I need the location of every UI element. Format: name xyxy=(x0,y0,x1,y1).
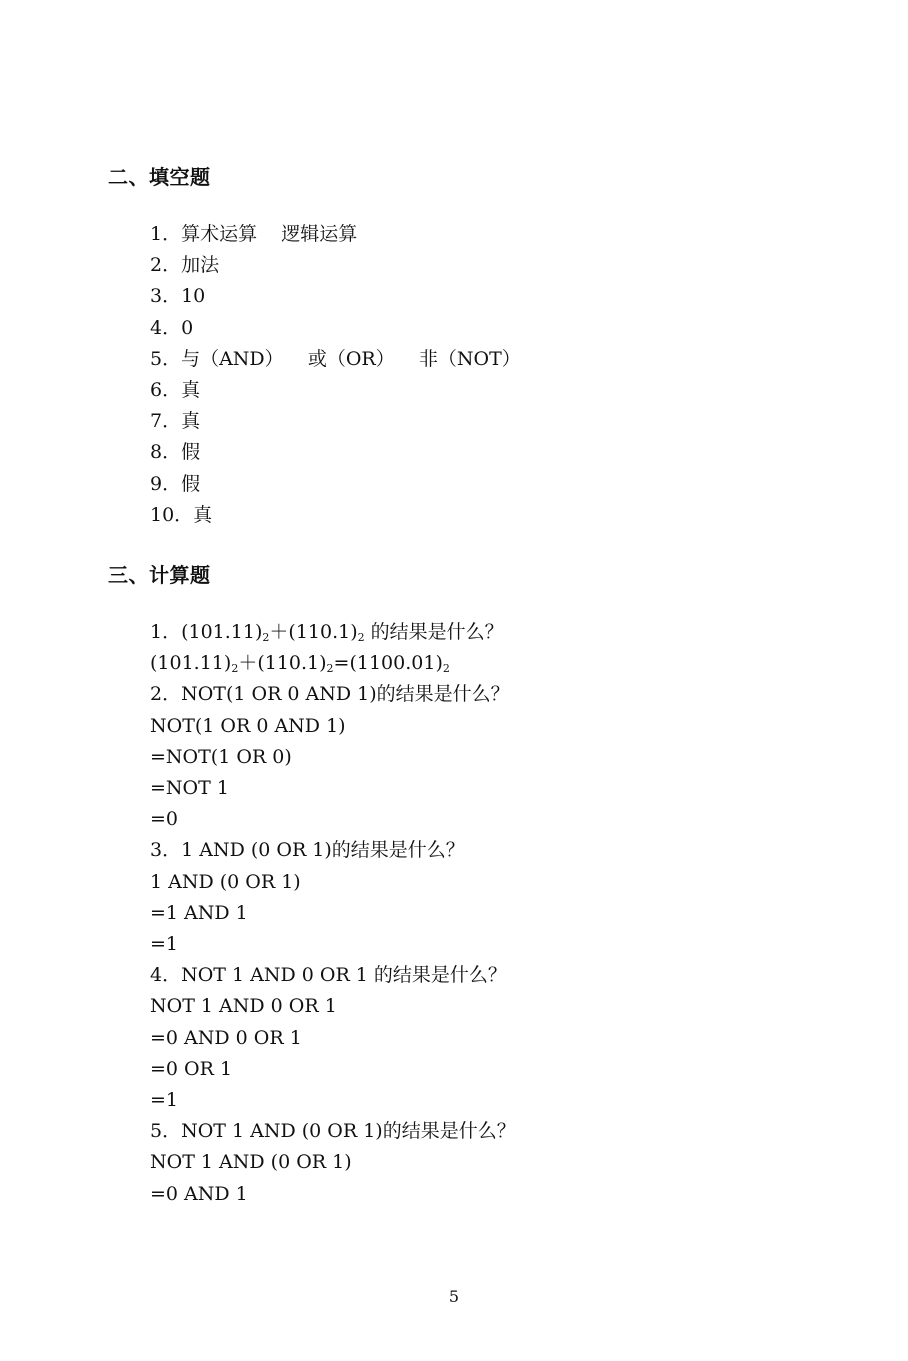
calc-a1-operand-a: (101.11) xyxy=(150,652,232,675)
calc-question-2: 2．NOT(1 OR 0 AND 1)的结果是什么？ xyxy=(150,683,510,706)
calc-step: =0 xyxy=(150,808,179,831)
calc-q1-operand-a: (101.11) xyxy=(181,621,263,643)
fill-blank-answer-2: 2．加法 xyxy=(150,254,220,277)
calc-answer-1 xyxy=(150,648,516,679)
calc-q1-operand-a-base: 2 xyxy=(262,631,270,644)
calc-question-5: 5．NOT 1 AND (0 OR 1)的结果是什么？ xyxy=(150,1120,516,1143)
fill-blank-answer-9: 9．假 xyxy=(150,472,201,495)
calc-question-4: 4．NOT 1 AND 0 OR 1 的结果是什么？ xyxy=(150,964,507,987)
fill-blank-answer-6: 6．真 xyxy=(150,379,201,402)
fill-blank-answer-8: 8．假 xyxy=(150,441,201,464)
calc-a1-operand-b: (110.1) xyxy=(257,652,327,675)
calc-step: NOT(1 OR 0 AND 1) xyxy=(150,714,346,737)
calc-q1-suffix: 的结果是什么？ xyxy=(364,621,504,643)
fill-blank-answer-list xyxy=(150,219,521,531)
fill-blank-answer-7: 7．真 xyxy=(150,410,201,433)
calculation-heading: 三、计算题 xyxy=(108,563,211,587)
calc-question-1 xyxy=(150,617,516,648)
fill-blank-answer-5: 5．与（AND） 或（OR） 非（NOT） xyxy=(150,347,521,370)
calc-a1-plus: ＋ xyxy=(238,652,258,675)
calc-q1-operand-b-base: 2 xyxy=(357,631,365,644)
page-number: 5 xyxy=(448,1287,460,1306)
calc-a1-operand-a-base: 2 xyxy=(231,662,239,676)
calc-step: 1 AND (0 OR 1) xyxy=(150,870,301,893)
calc-q1-plus: ＋ xyxy=(269,621,289,643)
fill-blank-heading: 二、填空题 xyxy=(108,165,211,189)
calc-step: =1 AND 1 xyxy=(150,901,248,924)
fill-blank-answer-1: 1．算术运算 逻辑运算 xyxy=(150,223,358,245)
calc-step: =NOT(1 OR 0) xyxy=(150,745,292,768)
calc-step: =NOT 1 xyxy=(150,777,229,800)
fill-blank-answer-3: 3．10 xyxy=(150,285,206,308)
calc-a1-result: =(1100.01) xyxy=(333,652,443,675)
fill-blank-answer-10: 10．真 xyxy=(150,503,213,526)
calc-a1-operand-b-base: 2 xyxy=(326,662,334,676)
calc-step: =0 AND 0 OR 1 xyxy=(150,1026,302,1049)
calc-step: =0 AND 1 xyxy=(150,1182,248,1205)
calc-step: NOT 1 AND 0 OR 1 xyxy=(150,995,337,1018)
calc-step: =1 xyxy=(150,1089,179,1112)
calc-step: =1 xyxy=(150,933,179,956)
calculation-body xyxy=(150,617,516,1210)
calc-q1-number: 1． xyxy=(150,621,182,643)
fill-blank-answer-4: 4．0 xyxy=(150,316,194,339)
calc-step: NOT 1 AND (0 OR 1) xyxy=(150,1151,352,1174)
calc-step: =0 OR 1 xyxy=(150,1057,233,1080)
calc-question-3: 3．1 AND (0 OR 1)的结果是什么？ xyxy=(150,839,465,862)
calc-q1-operand-b: (110.1) xyxy=(288,621,358,643)
calc-a1-result-base: 2 xyxy=(442,662,450,676)
